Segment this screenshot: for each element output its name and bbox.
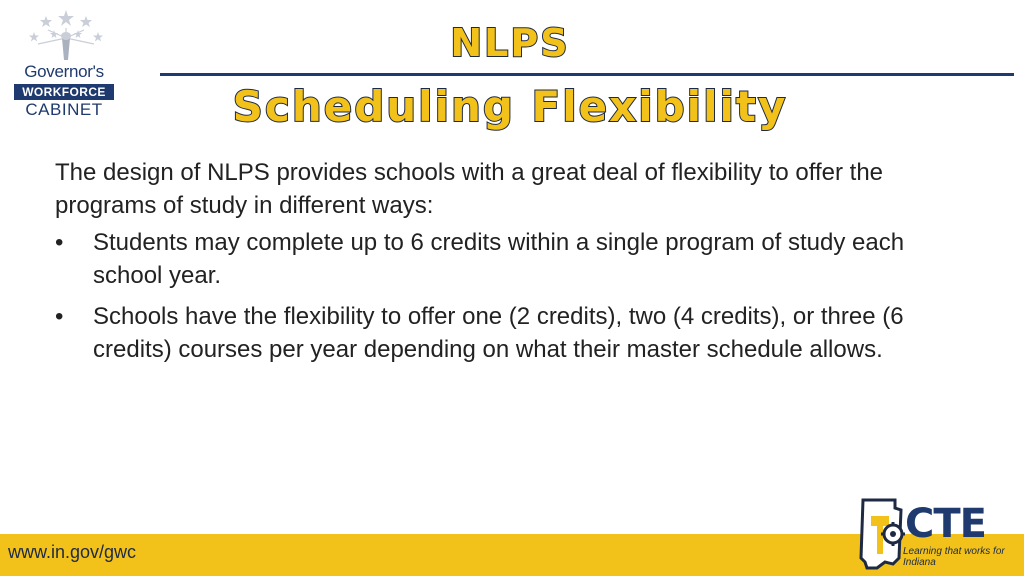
cte-wordmark: CTE [905, 501, 986, 547]
bullet-marker: • [55, 229, 64, 256]
bullet-text: Students may complete up to 6 credits within a single program of study each school year. [93, 229, 905, 289]
indiana-torch-stars-icon [26, 8, 106, 64]
logo-line-cabinet: CABINET [25, 100, 103, 119]
gwc-logo [8, 8, 120, 118]
bullet-item [55, 300, 975, 366]
slide-body [55, 156, 975, 374]
intro-paragraph: The design of NLPS provides schools with a great deal of flexibility to offer the programs of study in different ways: [55, 159, 884, 219]
bullet-item [55, 226, 975, 292]
title-divider [160, 73, 1014, 76]
bullet-list [55, 226, 975, 366]
bullet-text: Schools have the flexibility to offer one (2 credits), two (4 credits), or three (6 credits) courses per year depending on what their master schedule allows. [93, 303, 904, 363]
bullet-marker: • [55, 303, 64, 330]
cte-logo [855, 498, 1015, 572]
logo-line-governors: Governor's [24, 62, 104, 81]
cte-tagline: Learning that works for Indiana [903, 546, 1005, 568]
slide-subtitle: Scheduling Flexibility [232, 82, 788, 131]
logo-line-workforce: WORKFORCE [14, 84, 114, 100]
slide-title: NLPS [450, 21, 570, 65]
footer-url[interactable]: www.in.gov/gwc [8, 542, 137, 562]
